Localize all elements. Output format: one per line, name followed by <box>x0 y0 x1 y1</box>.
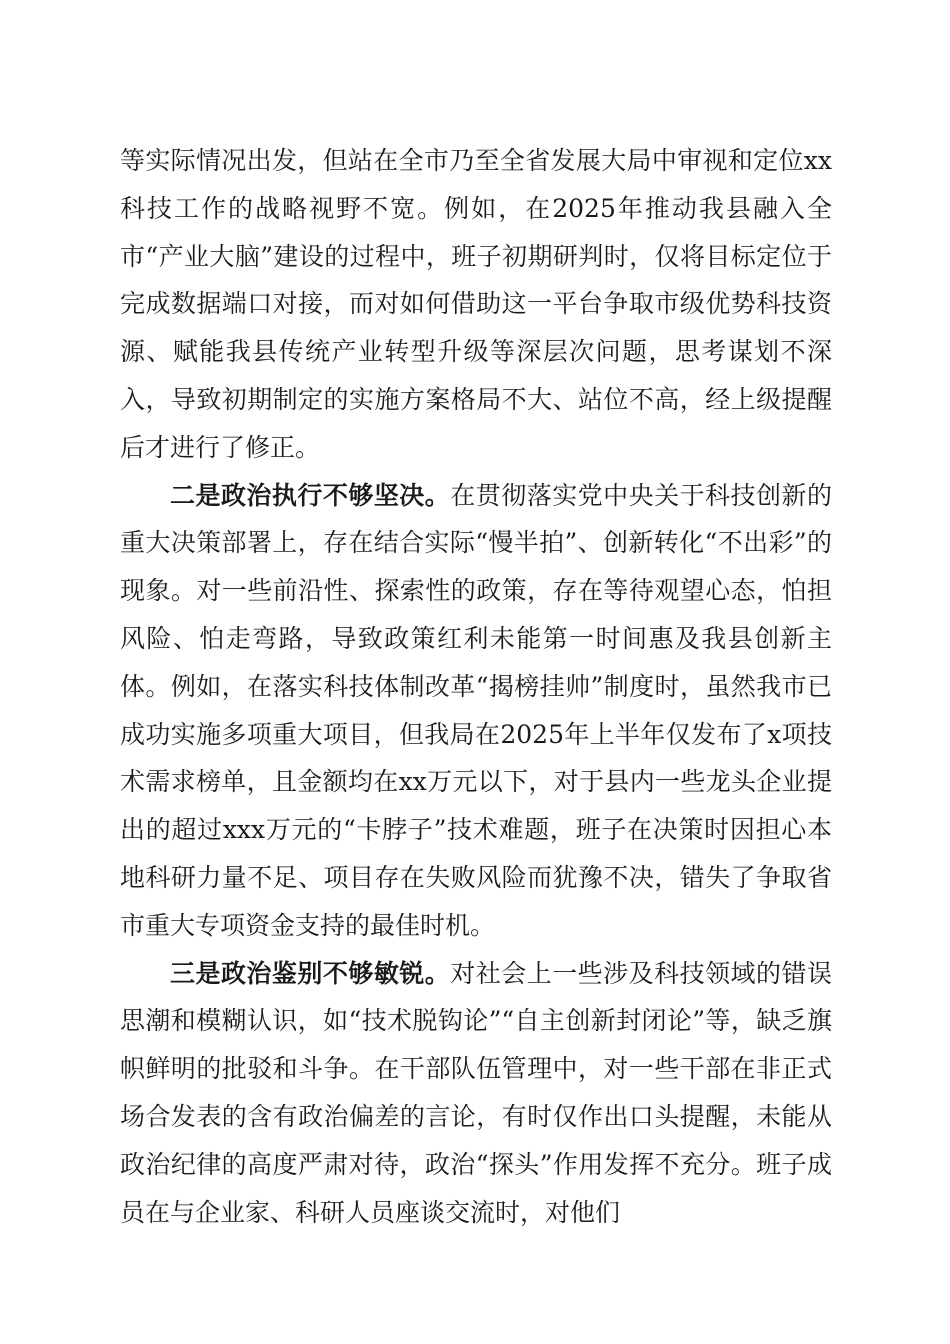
paragraph-1-text: 等实际情况出发，但站在全市乃至全省发展大局中审视和定位xx科技工作的战略视野不宽。例如，在2025年推动我县融入全市“产业大脑”建设的过程中，班子初期研判时，仅将目标定位于完成数据端口对接，而对如何借助这一平台争取市级优势科技资源、赋能我县传统产业转型升级等深层次问题，思考谋划不深入，导致初期制定的实施方案格局不大、站位不高，经上级提醒后才进行了修正。 <box>120 146 832 462</box>
paragraph-3 <box>120 950 832 1237</box>
paragraph-3-text: 对社会上一些涉及科技领域的错误思潮和模糊认识，如“技术脱钩论”“自主创新封闭论”等，缺乏旗帜鲜明的批驳和斗争。在干部队伍管理中，对一些干部在非正式场合发表的含有政治偏差的言论，有时仅作出口头提醒，未能从政治纪律的高度严肃对待，政治“探头”作用发挥不充分。班子成员在与企业家、科研人员座谈交流时，对他们 <box>120 958 832 1227</box>
paragraph-2-text: 在贯彻落实党中央关于科技创新的重大决策部署上，存在结合实际“慢半拍”、创新转化“不出彩”的现象。对一些前沿性、探索性的政策，存在等待观望心态，怕担风险、怕走弯路，导致政策红利未能第一时间惠及我县创新主体。例如，在落实科技体制改革“揭榜挂帅”制度时，虽然我市已成功实施多项重大项目，但我局在2025年上半年仅发布了x项技术需求榜单，且金额均在xx万元以下，对于县内一些龙头企业提出的超过xxx万元的“卡脖子”技术难题，班子在决策时因担心本地科研力量不足、项目存在失败风险而犹豫不决，错失了争取省市重大专项资金支持的最佳时机。 <box>120 480 832 940</box>
paragraph-1 <box>120 137 832 472</box>
paragraph-3-heading: 三是政治鉴别不够敏锐。 <box>170 958 451 988</box>
paragraph-2-heading: 二是政治执行不够坚决。 <box>170 480 451 510</box>
paragraph-2 <box>120 472 832 950</box>
document-body <box>120 137 832 1236</box>
